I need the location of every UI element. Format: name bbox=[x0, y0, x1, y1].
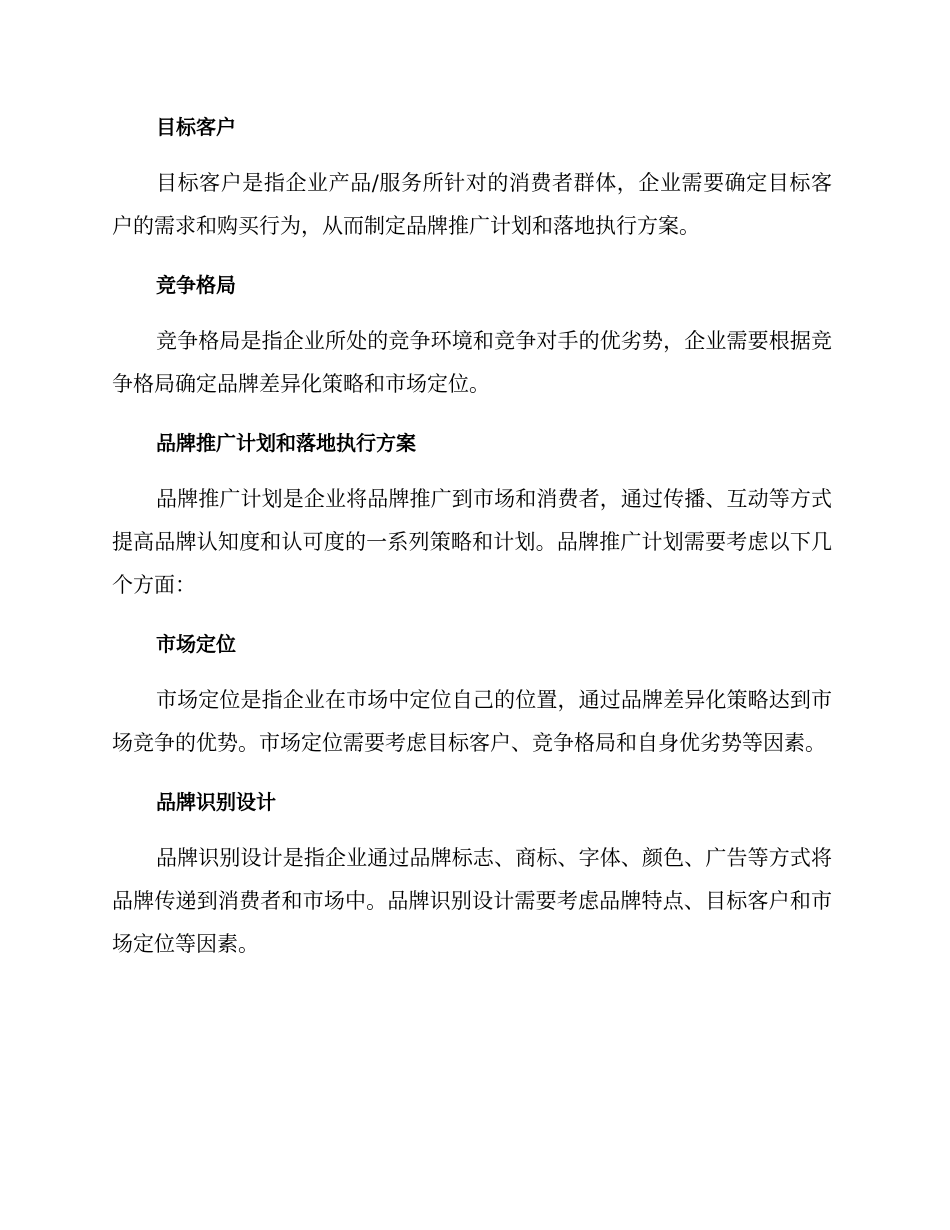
section-heading-target-customers: 目标客户 bbox=[156, 115, 236, 139]
section-paragraph-market-positioning: 市场定位是指企业在市场中定位自己的位置，通过品牌差异化策略达到市场竞争的优势。市场定位需要考虑目标客户、竞争格局和自身优劣势等因素。 bbox=[112, 688, 832, 755]
section-heading-competitive-landscape: 竞争格局 bbox=[156, 273, 236, 297]
document-body bbox=[112, 108, 832, 966]
section-heading-promotion-plan: 品牌推广计划和落地执行方案 bbox=[156, 431, 416, 455]
section-paragraph-brand-identity: 品牌识别设计是指企业通过品牌标志、商标、字体、颜色、广告等方式将品牌传递到消费者和市场中。品牌识别设计需要考虑品牌特点、目标客户和市场定位等因素。 bbox=[112, 846, 832, 956]
section-paragraph-promotion-plan: 品牌推广计划是企业将品牌推广到市场和消费者，通过传播、互动等方式提高品牌认知度和认可度的一系列策略和计划。品牌推广计划需要考虑以下几个方面： bbox=[112, 487, 832, 597]
section-paragraph-target-customers: 目标客户是指企业产品/服务所针对的消费者群体，企业需要确定目标客户的需求和购买行为，从而制定品牌推广计划和落地执行方案。 bbox=[112, 171, 832, 238]
section-paragraph-competitive-landscape: 竞争格局是指企业所处的竞争环境和竞争对手的优劣势，企业需要根据竞争格局确定品牌差异化策略和市场定位。 bbox=[112, 329, 832, 396]
section-heading-brand-identity: 品牌识别设计 bbox=[156, 790, 276, 814]
section-heading-market-positioning: 市场定位 bbox=[156, 632, 236, 656]
